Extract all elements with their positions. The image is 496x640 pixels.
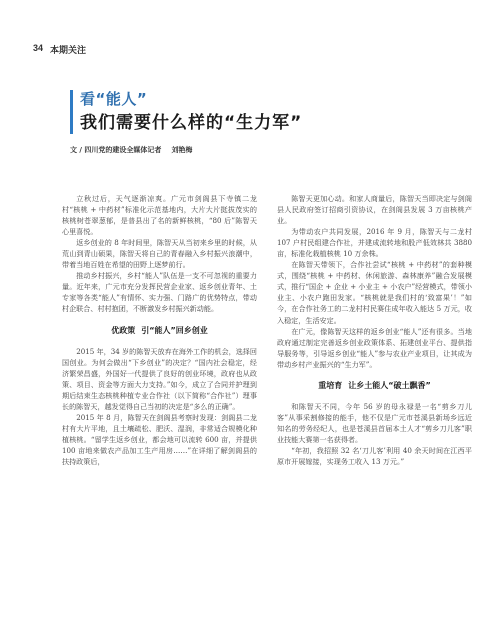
section-heading-text: 让乡土能人“破土飘香” bbox=[348, 380, 431, 390]
paragraph: 返乡创业的 8 年时间里，陈智天从当初来乡里的时候，从荒山到青山硕果，陈智天将自己的青春融入乡村振兴浪潮中，带着当地百姓在希望的田野上逐梦前行。 bbox=[62, 238, 257, 270]
paragraph: 在广元，像陈智天这样的返乡创业“能人”还有很多。当地政府通过制定完善返乡创业政策体系、拓建创业平台、提供指导服务等，引导返乡创业“能人”参与农业产业项目，让其成为带动乡村产业振兴的“生力军”。 bbox=[277, 326, 472, 369]
page-number: 34 bbox=[33, 43, 44, 53]
section-heading-label: 优政策 bbox=[111, 325, 136, 335]
section-heading bbox=[277, 380, 472, 391]
paragraph: 陈智天更加心动。和家人商量后，陈智天当即决定与剑阁县人民政府签订招商引资协议，在剑阁县发展 3 万亩核桃产业。 bbox=[277, 194, 472, 226]
paragraph: 和陈智天不同，今年 56 岁的母永禄是一名“剪乡刀儿客”从事采割修接的能手，他不仅是广元市苍溪县新场乡远近知名的劳务经纪人，也是苍溪县首届本土人才“剪乡刀儿客”职业技能大赛第一名获得者。 bbox=[277, 401, 472, 444]
article-headline: 我们需要什么样的“生力军” bbox=[80, 113, 303, 133]
byline bbox=[70, 145, 192, 155]
section-heading-text: 引“能人”回乡创业 bbox=[141, 325, 208, 335]
byline-author: 刘艳梅 bbox=[171, 146, 193, 154]
section-heading bbox=[62, 325, 257, 336]
title-accent-bar bbox=[70, 90, 73, 134]
article-column-left bbox=[62, 193, 257, 467]
paragraph: 为带动农户共同发展，2016 年 9 月，陈智天与二龙村 107 户村民组建合作社，并建成流转地和股产低效林共 3880 亩，标准化栽植核桃 10 万余株。 bbox=[277, 227, 472, 259]
paragraph: 立秋过后，天气逐渐凉爽。广元市剑阁县下寺镇二龙村“核桃 + 中药材”标准化示范基地内，大片大片挺拔茂实的核桃树苍翠葱郁，是普县出了名的新鲜核桃，“80 后”陈智天心里喜悦。 bbox=[62, 194, 257, 237]
paragraph: 2015 年，34 岁的陈智天放弃在海外工作的机会，选择回国创业。为何会做出“下乡创业”的决定？“国内社会稳定，经济繁荣昌盛，外国好一代提供了良好的创业环境，政府也从政策、项目、资金等方面大力支持。”如今，成立了合同并护理到期后结束生态核桃种植专业合作社（以下简称“合作社”）理事长的陈智天，越发觉得自己当初的决定是“多么的正确”。 bbox=[62, 346, 257, 411]
paragraph: “年初，我招照 32 名‘刀儿客’利用 40 余天时间在江西平原市开展嫁接，实现务工收入 13 万元。” bbox=[277, 445, 472, 466]
section-heading-label: 重培育 bbox=[318, 380, 343, 390]
section-name: 本期关注 bbox=[50, 46, 87, 56]
paragraph: 2015 年 8 月，陈智天在剑阁县考察时发现：剑阁县二龙村有大片平地，且土壤疏松、肥沃、湿润，非常适合规模化种植核桃。“留学生返乡创业，都会地可以流转 600 亩，并提供 100 亩地来做农产品加工生产用房……”在详细了解剑阁县的扶持政策后， bbox=[62, 412, 257, 466]
article-column-right bbox=[277, 193, 472, 467]
article-kicker: 看“能人” bbox=[80, 90, 148, 108]
paragraph: 推动乡村振兴，乡村“能人”队伍是一支不可忽视的重要力量。近年来，广元市充分发挥民营企业家、返乡创业青年、土专家等各类“能人”有情怀、实力强、门路广的优势特点，带动村企联合、村村抱团，不断激发乡村振兴新动能。 bbox=[62, 271, 257, 314]
paragraph: 在陈智天带领下，合作社尝试“核桃 + 中药材”的套种模式，围绕“核桃 + 中药材、休闲旅游、森林康养”融合发展模式，推行“国企 + 企业 + 小业主 + 小农户”经营模式，带领小业主、小农户跑田发家。“核桃就是我们村的‘致富果’！”如今，在合作社务工的二龙村村民赛住成年收入能达 5 万元，收入稳定，生活安定。 bbox=[277, 260, 472, 325]
byline-prefix: 文 / 四川党的建设全媒体记者 bbox=[70, 146, 162, 154]
